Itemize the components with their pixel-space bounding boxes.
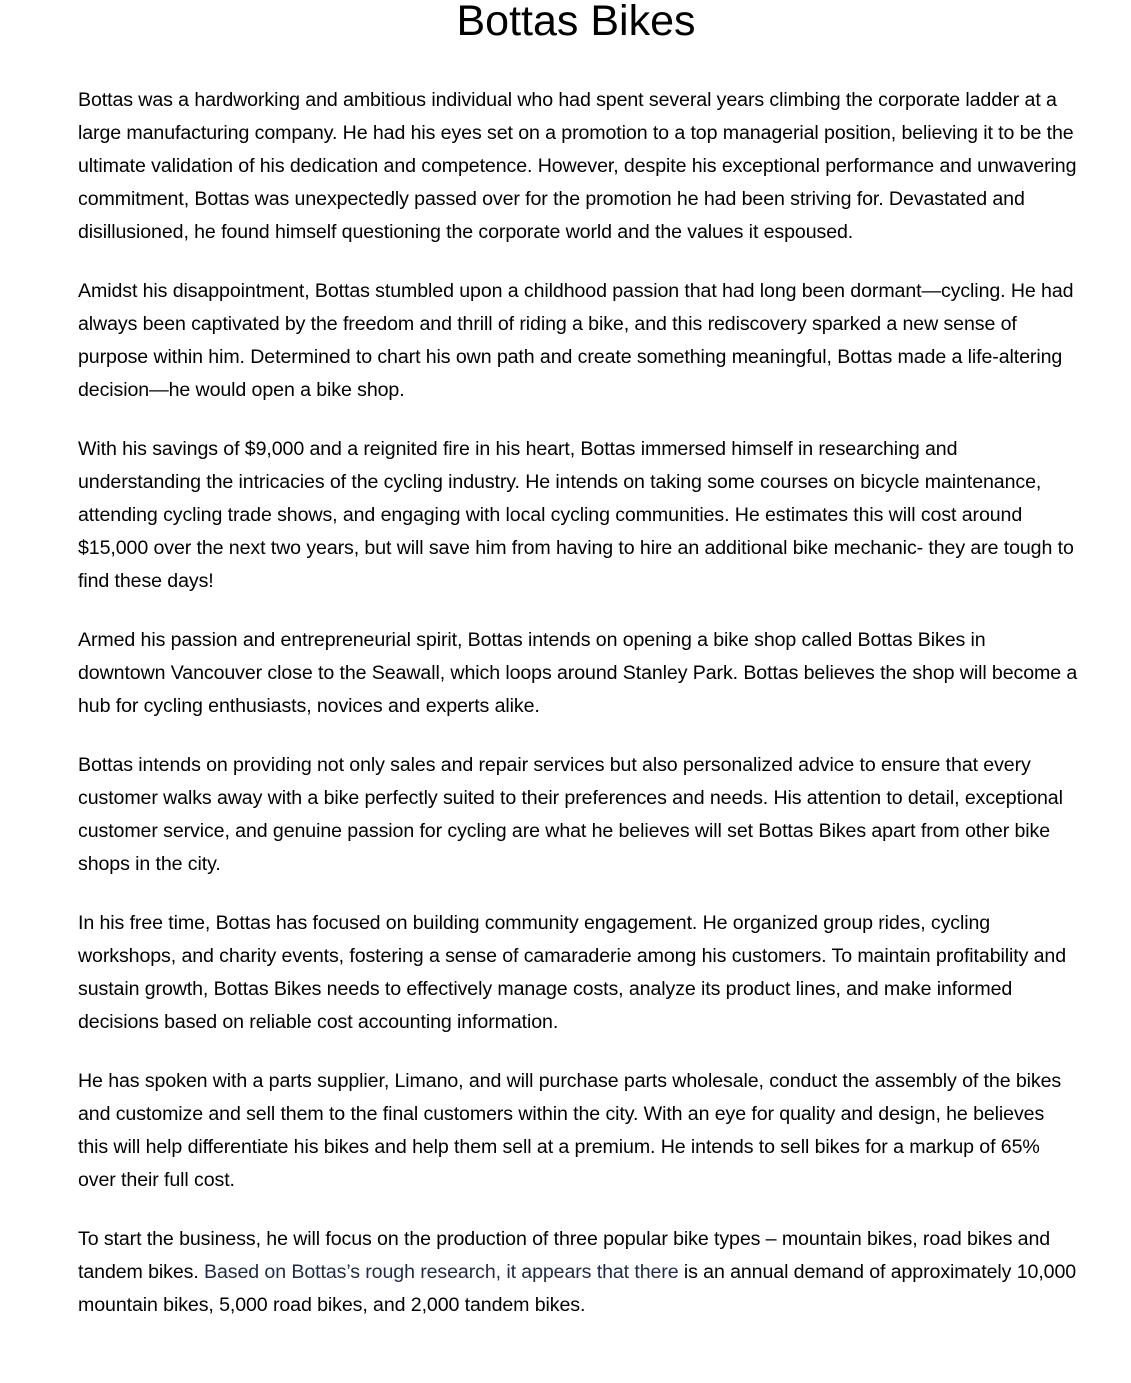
paragraph-5: Bottas intends on providing not only sales and repair services but also personalized advice to ensure that every customer walks away with a bike perfectly suited to their preferences and needs. His attention to detail, exceptional customer service, and genuine passion for cycling are what he believes will set Bottas Bikes apart from other bike shops in the city. [78, 754, 1063, 875]
paragraph-4: Armed his passion and entrepreneurial spirit, Bottas intends on opening a bike shop called Bottas Bikes in downtown Vancouver close to the Seawall, which loops around Stanley Park. Bottas believes the shop will become a hub for cycling enthusiasts, novices and experts alike. [78, 629, 1078, 717]
paragraph-8-part-1: To start the business, he will focus on the production of three popular bike types – mountain bikes, road bikes and tandem bikes. [78, 1228, 1051, 1283]
paragraph-8-part-3: is an annual demand of approximately 10,000 mountain bikes, 5,000 road bikes, and 2,000 tandem bikes. [78, 1261, 1077, 1316]
paragraph-2: Amidst his disappointment, Bottas stumbled upon a childhood passion that had long been dormant—cycling. He had always been captivated by the freedom and thrill of riding a bike, and this rediscovery sparked a new sense of purpose within him. Determined to chart his own path and create something meaningful, Bottas made a life-altering decision—he would open a bike shop. [78, 280, 1074, 401]
paragraph-3: With his savings of $9,000 and a reignited fire in his heart, Bottas immersed himself in researching and understanding the intricacies of the cycling industry. He intends on taking some courses on bicycle maintenance, attending cycling trade shows, and engaging with local cycling communities. He estimates this will cost around $15,000 over the next two years, but will save him from having to hire an additional bike mechanic- they are tough to find these days! [78, 438, 1074, 592]
paragraph-8 [78, 1223, 1078, 1322]
paragraph-8-highlighted-text: Based on Bottas’s rough research, it appears that there [204, 1261, 679, 1283]
paragraph-7: He has spoken with a parts supplier, Limano, and will purchase parts wholesale, conduct the assembly of the bikes and customize and sell them to the final customers within the city. With an eye for quality and design, he believes this will help differentiate his bikes and help them sell at a premium. He intends to sell bikes for a markup of 65% over their full cost. [78, 1070, 1062, 1191]
paragraph-6: In his free time, Bottas has focused on building community engagement. He organized group rides, cycling workshops, and charity events, fostering a sense of camaraderie among his customers. To maintain profitability and sustain growth, Bottas Bikes needs to effectively manage costs, analyze its product lines, and make informed decisions based on reliable cost accounting information. [78, 912, 1067, 1033]
document-title: Bottas Bikes [456, 0, 696, 45]
document-body [78, 84, 1078, 1348]
paragraph-1: Bottas was a hardworking and ambitious individual who had spent several years climbing the corporate ladder at a large manufacturing company. He had his eyes set on a promotion to a top managerial position, believing it to be the ultimate validation of his dedication and competence. However, despite his exceptional performance and unwavering commitment, Bottas was unexpectedly passed over for the promotion he had been striving for. Devastated and disillusioned, he found himself questioning the corporate world and the values it espoused. [78, 89, 1077, 243]
